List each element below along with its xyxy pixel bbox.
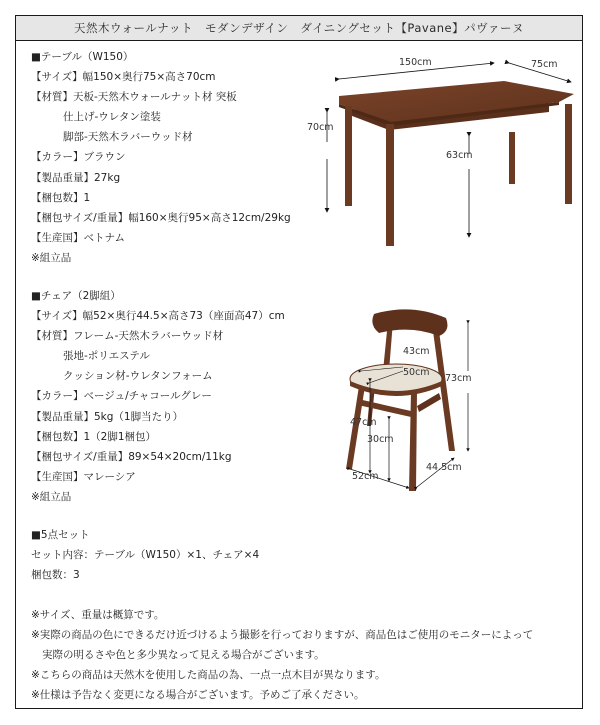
table-height-label: 70cm xyxy=(307,122,334,133)
table-weight: 【製品重量】27kg xyxy=(31,172,121,184)
table-clearance-label: 63cm xyxy=(446,150,473,161)
note-approximate: ※サイズ、重量は概算です。 xyxy=(31,609,165,621)
chair-depth-label: 44.5cm xyxy=(426,462,462,473)
chair-height-label: 73cm xyxy=(445,373,472,384)
chair-seat-depth-label: 43cm xyxy=(403,346,430,357)
table-heading: ■テーブル（W150） xyxy=(31,51,134,63)
chair-weight: 【製品重量】5kg（1脚当たり） xyxy=(31,411,184,423)
spec-sheet-frame xyxy=(15,15,583,709)
table-material: 【材質】天板-天然木ウォールナット材 突板 xyxy=(31,91,237,103)
table-color: 【カラー】ブラウン xyxy=(31,151,126,163)
set-package-count: 梱包数：3 xyxy=(31,569,80,581)
page-title: 天然木ウォールナット モダンデザイン ダイニングセット【Pavane】パヴァーヌ xyxy=(16,16,582,41)
table-legs: 脚部-天然木ラバーウッド材 xyxy=(63,131,193,143)
chair-assembly: ※組立品 xyxy=(31,491,72,503)
chair-rail-height-label: 30cm xyxy=(367,434,394,445)
note-natural-wood: ※こちらの商品は天然木を使用した商品の為、一点一点木目が異なります。 xyxy=(31,669,386,681)
table-assembly: ※組立品 xyxy=(31,252,72,264)
table-illustration xyxy=(309,44,579,249)
chair-packages: 【梱包数】1（2脚1梱包） xyxy=(31,431,157,443)
chair-illustration xyxy=(331,301,491,491)
set-contents: セット内容：テーブル（W150）×1、チェア×4 xyxy=(31,549,260,561)
chair-seat-width-label: 50cm xyxy=(403,367,430,378)
chair-seat-height-label: 47cm xyxy=(350,417,377,428)
chair-size: 【サイズ】幅52×奥行44.5×高さ73（座面高47）cm xyxy=(31,310,285,322)
set-heading: ■5点セット xyxy=(31,529,90,541)
note-spec-change: ※仕様は予告なく変更になる場合がございます。予めご了承ください。 xyxy=(31,689,365,701)
chair-heading: ■チェア（2脚組） xyxy=(31,290,121,302)
table-origin: 【生産国】ベトナム xyxy=(31,232,125,244)
table-size: 【サイズ】幅150×奥行75×高さ70cm xyxy=(31,71,216,83)
note-color: ※実際の商品の色にできるだけ近づけるよう撮影を行っておりますが、商品色はご使用のモニターによって xyxy=(31,629,534,641)
chair-width-label: 52cm xyxy=(352,471,379,482)
table-finish: 仕上げ-ウレタン塗装 xyxy=(63,111,161,123)
chair-origin: 【生産国】マレーシア xyxy=(31,471,136,483)
note-color-cont: 実際の明るさや色と多少異なって見える場合がございます。 xyxy=(42,649,325,661)
chair-cushion: クッション材-ウレタンフォーム xyxy=(63,370,213,382)
chair-package-size: 【梱包サイズ/重量】89×54×20cm/11kg xyxy=(31,451,232,463)
chair-material: 【材質】フレーム-天然木ラバーウッド材 xyxy=(31,330,224,342)
chair-color: 【カラー】ベージュ/チャコールグレー xyxy=(31,390,212,402)
table-package-size: 【梱包サイズ/重量】幅160×奥行95×高さ12cm/29kg xyxy=(31,212,291,224)
chair-upholstery: 張地-ポリエステル xyxy=(63,350,150,362)
table-depth-label: 75cm xyxy=(531,59,558,70)
table-width-label: 150cm xyxy=(399,57,432,68)
table-packages: 【梱包数】1 xyxy=(31,192,91,204)
